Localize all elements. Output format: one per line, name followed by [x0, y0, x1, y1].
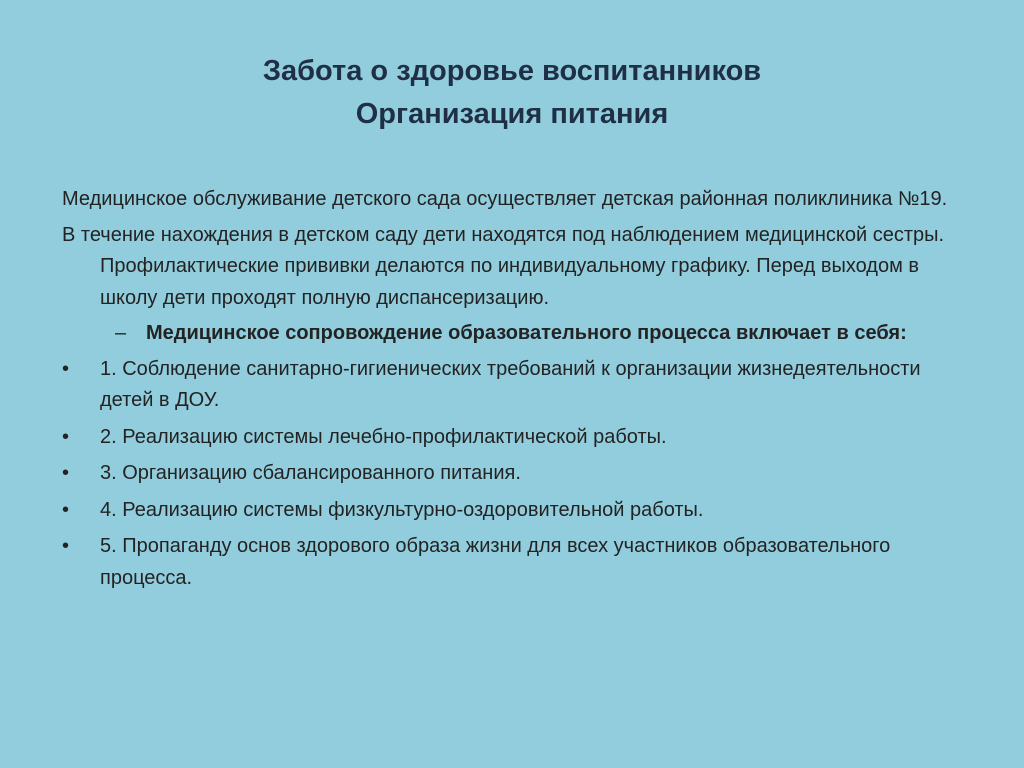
list-item [62, 458, 962, 490]
dash-marker: – [115, 322, 127, 344]
list-item-text: 2. Реализацию системы лечебно-профилактической работы. [100, 425, 667, 448]
slide-title [0, 50, 1024, 136]
bullet-icon: • [62, 535, 70, 557]
list-item [62, 354, 962, 417]
subheading [62, 318, 962, 350]
list-item-text: 1. Соблюдение санитарно-гигиенических требований к организации жизнедеятельности детей в ДОУ. [100, 357, 921, 411]
bullet-icon: • [62, 462, 70, 484]
list-item [62, 422, 962, 454]
list-item [62, 531, 962, 594]
paragraph-medical-service: Медицинское обслуживание детского сада осуществляет детская районная поликлиника №19. [62, 188, 948, 210]
list-item-text: 4. Реализацию системы физкультурно-оздоровительной работы. [100, 498, 704, 521]
bullet-icon: • [62, 357, 70, 380]
subheading-text: Медицинское сопровождение образовательного процесса включает в себя: [146, 322, 907, 344]
slide-body [62, 184, 962, 599]
list-item-text: 3. Организацию сбалансированного питания. [100, 462, 521, 484]
paragraph-nurse-supervision: В течение нахождения в детском саду дети находятся под наблюдением медицинской сестры. Профилактические прививки делаются по индивидуальному графику. Перед выходом в школу дети проходят полную диспансеризацию. [62, 223, 945, 309]
bullet-icon: • [62, 498, 70, 521]
title-line-2: Организация питания [355, 98, 669, 130]
title-line-1: Забота о здоровье воспитанников [262, 55, 762, 87]
list-item-text: 5. Пропаганду основ здорового образа жизни для всех участников образовательного процесса. [100, 535, 891, 589]
list-item [62, 495, 962, 527]
bullet-icon: • [62, 425, 70, 448]
